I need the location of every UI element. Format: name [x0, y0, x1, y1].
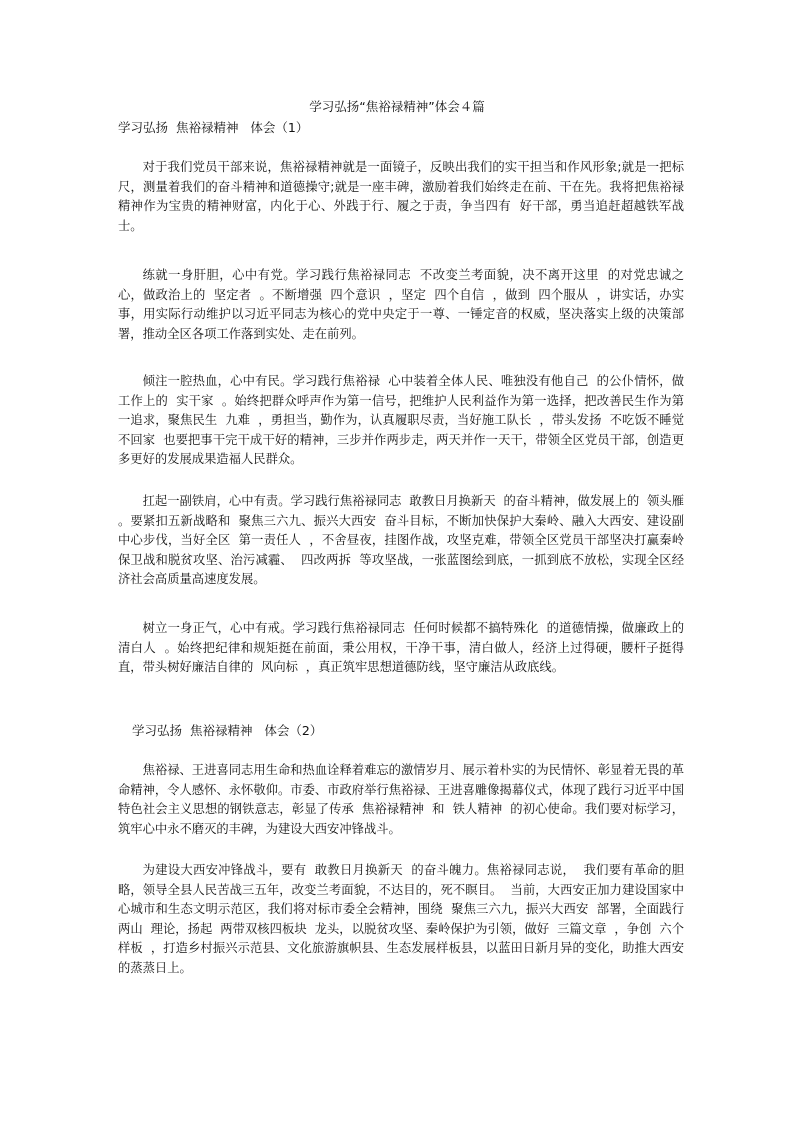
section-1-paragraph-1: 对于我们党员干部来说，焦裕禄精神就是一面镜子，反映出我们的实干担当和作风形象;就是一把标尺，测量着我们的奋斗精神和道德操守;就是一座丰碑，激励着我们始终走在前、干在先。我将把焦裕禄精神作为宝贵的精神财富，内化于心、外践于行、履之于责，争当四有 好干部，勇当追赶超越铁军战士。	[118, 160, 684, 233]
section-1-paragraph-3: 倾注一腔热血，心中有民。学习践行焦裕禄 心中装着全体人民、唯独没有他自己 的公仆情怀，做工作上的 实干家 。始终把群众呼声作为第一信号，把维护人民利益作为第一选择，把改善民生作为第一追求，聚焦民生 九难 ，勇担当，勤作为，认真履职尽责，当好施工队长 ，带头发扬 不吃饭不睡觉不回家 也要把事干完干成干好的精神，三步并作两步走，两天并作一天干，带领全区党员干部，创造更多更好的发展成果造福人民群众。	[118, 374, 684, 467]
section-1-paragraph-2: 练就一身肝胆，心中有党。学习践行焦裕禄同志 不改变兰考面貌，决不离开这里 的对党忠诚之心，做政治上的 坚定者 。不断增强 四个意识 ，坚定 四个自信 ，做到 四个服从 ，讲实话，办实事，用实际行动维护以习近平同志为核心的党中央定于一尊、一锤定音的权威，坚决落实上级的决策部署，推动全区各项工作落到实处、走在前列。	[118, 268, 684, 341]
section-1-paragraph-5: 树立一身正气，心中有戒。学习践行焦裕禄同志 任何时候都不搞特殊化 的道德情操，做廉政上的 清白人 。始终把纪律和规矩挺在前面，秉公用权，干净干事，清白做人，经济上过得硬，腰杆子挺得直，带头树好廉洁自律的 风向标 ，真正筑牢思想道德防线，坚守廉洁从政底线。	[118, 621, 692, 675]
section-2-heading: 学习弘扬 焦裕禄精神 体会（2）	[132, 723, 323, 738]
section-1-paragraph-4: 扛起一副铁肩，心中有责。学习践行焦裕禄同志 敢教日月换新天 的奋斗精神，做发展上的 领头雁 。要紧扣五新战略和 聚焦三六九、振兴大西安 奋斗目标，不断加快保护大秦岭、融入大西安、建设副中心步伐，当好全区 第一责任人 ，不舍昼夜，挂图作战，攻坚克难，带领全区党员干部坚决打赢秦岭保卫战和脱贫攻坚、治污减霾、 四改两拆 等攻坚战，一张蓝图绘到底，一抓到底不放松，实现全区经济社会高质量高速度发展。	[118, 494, 692, 587]
section-1-heading: 学习弘扬 焦裕禄精神 体会（1）	[118, 120, 309, 135]
section-2-paragraph-1: 焦裕禄、王进喜同志用生命和热血诠释着难忘的激情岁月、展示着朴实的为民情怀、彰显着无畏的革命精神，令人感怀、永怀敬仰。市委、市政府举行焦裕禄、王进喜雕像揭幕仪式，体现了践行习近平中国特色社会主义思想的钢铁意志，彰显了传承 焦裕禄精神 和 铁人精神 的初心使命。我们要对标学习，筑牢心中永不磨灭的丰碑，为建设大西安冲锋战斗。	[118, 763, 684, 836]
section-2-paragraph-2: 为建设大西安冲锋战斗，要有 敢教日月换新天 的奋斗魄力。焦裕禄同志说， 我们要有革命的胆略，领导全县人民苦战三五年，改变兰考面貌，不达目的，死不瞑目。 当前，大西安正加力建设国家中心城市和生态文明示范区，我们将对标市委全会精神，围绕 聚焦三六九，振兴大西安 部署，全面践行 两山 理论，扬起 两带双核四板块 龙头，以脱贫攻坚、秦岭保护为引领，做好 三篇文章 ，争创 六个样板 ，打造乡村振兴示范县、文化旅游旗帜县、生态发展样板县，以蓝田日新月异的变化，助推大西安的蒸蒸日上。	[118, 863, 692, 975]
document-title: 学习弘扬“焦裕禄精神”体会４篇	[309, 99, 485, 114]
